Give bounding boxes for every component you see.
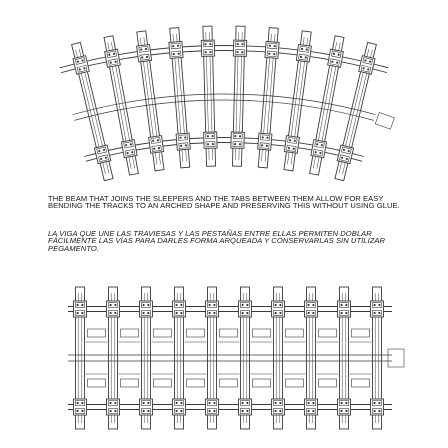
caption-english: THE BEAM THAT JOINS THE SLEEPERS AND THE TABS BETWEEN THEM ALLOW FOR EASY BENDING THE TRACKS TO AN ARCHED SHAPE AND PRESERVING THIS WITHOUT USING GLUE. bbox=[48, 194, 400, 211]
curved-sleeper bbox=[230, 26, 247, 166]
curved-sleeper bbox=[135, 31, 166, 171]
sleeper-tab bbox=[284, 329, 306, 387]
straight-track-drawing bbox=[68, 287, 404, 429]
straight-sleeper bbox=[338, 287, 351, 429]
sleeper-tab bbox=[152, 329, 174, 387]
caption-spanish: LA VIGA QUE UNE LAS TRAVIESAS Y LAS PESTAÑAS ENTRE ELLAS PERMITEN DOBLAR FÁCILMENTE LAS VÍAS PARA DARLES FORMA ARQUEADA Y CONSERVARLAS SIN UTILIZAR PEGAMENTO. bbox=[48, 229, 386, 253]
straight-sleeper bbox=[272, 287, 285, 429]
curved-track-drawing bbox=[60, 26, 395, 181]
beam-connector bbox=[375, 112, 394, 129]
sleeper-tab bbox=[185, 329, 207, 387]
straight-sleeper bbox=[140, 287, 153, 429]
straight-sleeper bbox=[206, 287, 219, 429]
straight-sleeper bbox=[239, 287, 252, 429]
sleeper-tab bbox=[317, 329, 339, 387]
sleeper-tab bbox=[86, 329, 108, 387]
straight-sleeper bbox=[371, 287, 384, 429]
curved-sleeper bbox=[282, 31, 313, 171]
sleeper-tab bbox=[350, 329, 372, 387]
curved-sleeper bbox=[256, 27, 280, 168]
straight-sleeper bbox=[74, 287, 87, 429]
straight-sleeper bbox=[305, 287, 318, 429]
curved-sleeper bbox=[201, 26, 218, 166]
straight-sleeper bbox=[107, 287, 120, 429]
sleeper-tab bbox=[251, 329, 273, 387]
sleeper-tab bbox=[218, 329, 240, 387]
straight-sleeper bbox=[173, 287, 186, 429]
curved-sleeper bbox=[168, 27, 192, 168]
sleeper-tab bbox=[119, 329, 141, 387]
